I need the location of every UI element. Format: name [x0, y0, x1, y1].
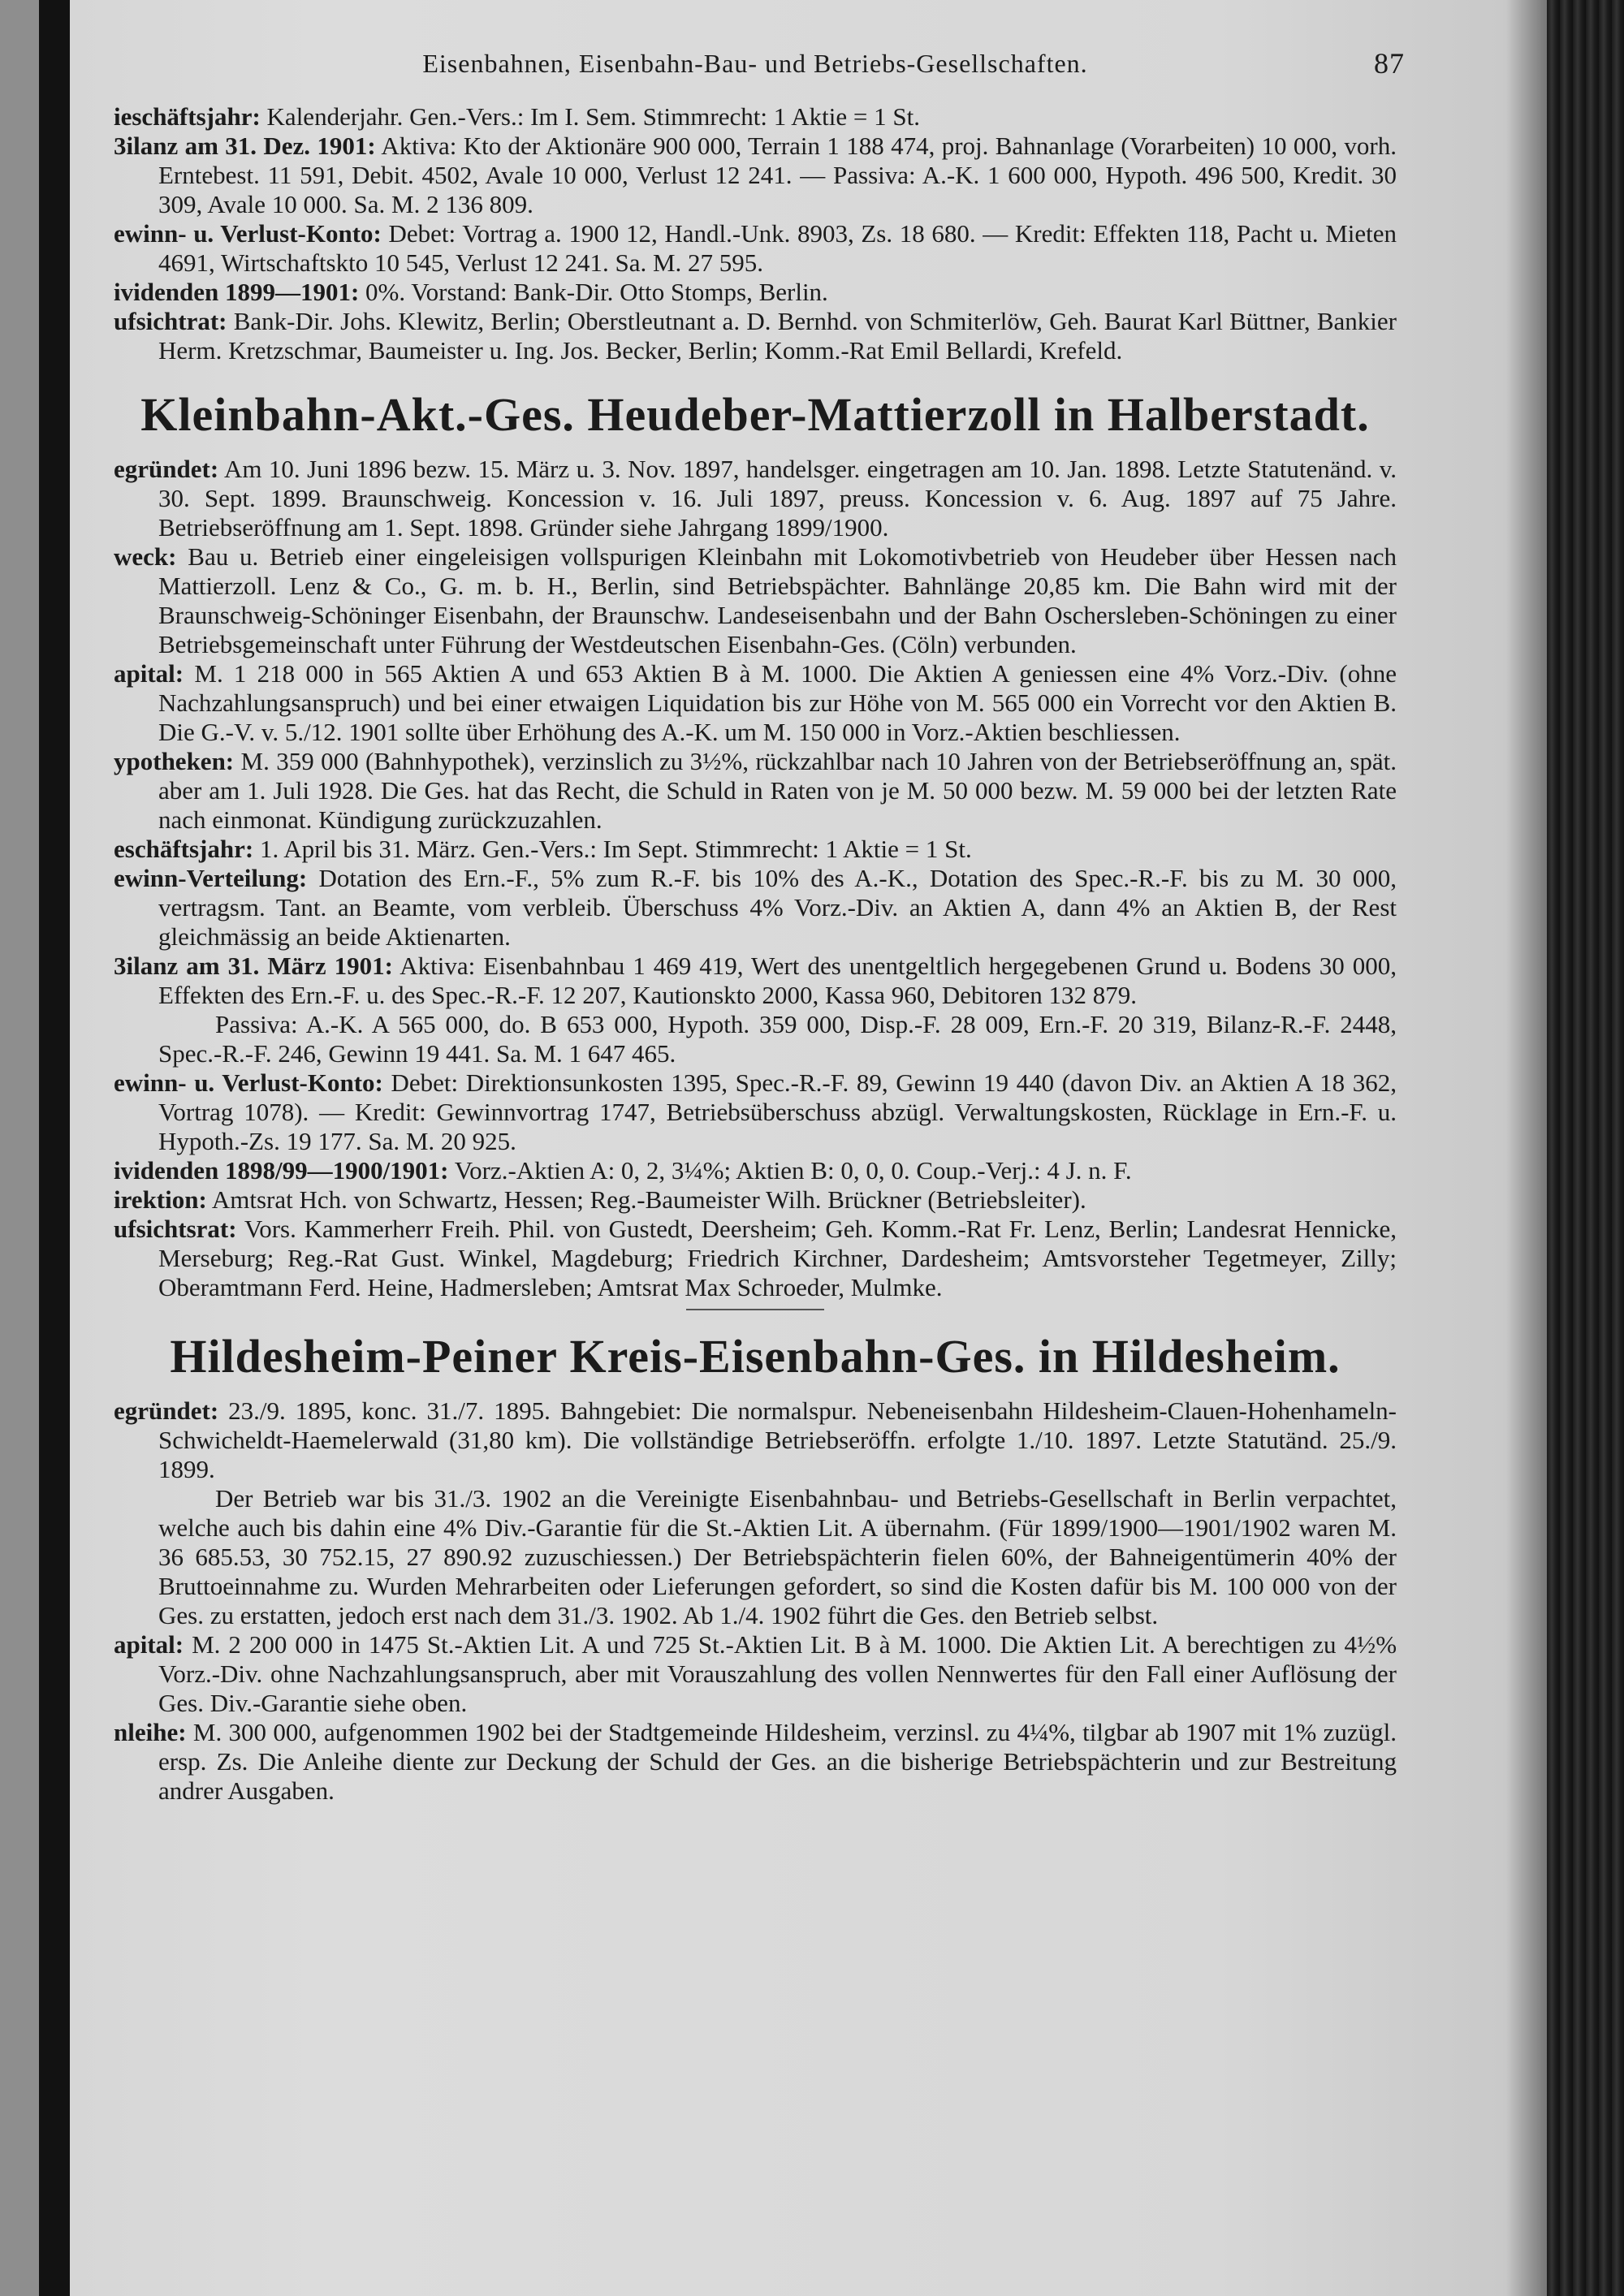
entry-label: eschäftsjahr: [114, 835, 254, 863]
page-content [114, 47, 1405, 1806]
running-header [114, 47, 1405, 80]
entry-text: Aktiva: Kto der Aktionäre 900 000, Terrain 1 188 474, proj. Bahnanlage (Vorarbeiten) 10 000, vorh. Erntebest. 11 591, Debit. 4502, Avale 10 000, Verlust 12 241. — Passiva: A.-K. 1 600 000, Hypoth. 496 500, Kredit. 30 309, Avale 10 000. Sa. M. 2 136 809. [158, 132, 1397, 218]
entry-label: nleihe: [114, 1718, 187, 1746]
entry-label: ewinn- u. Verlust-Konto: [114, 219, 382, 248]
entry-label: irektion: [114, 1185, 207, 1214]
page-right-shadow [1506, 0, 1547, 2296]
entry-text: Debet: Direktionsunkosten 1395, Spec.-R.-F. 89, Gewinn 19 440 (davon Div. an Aktien A 18 362, Vortrag 1078). — Kredit: Gewinnvortrag 1747, Betriebsüberschuss abzügl. Verwaltungskosten, Rücklage in Ern.-F. u. Hypoth.-Zs. 19 177. Sa. M. 20 925. [158, 1068, 1397, 1155]
entry-text: Dotation des Ern.-F., 5% zum R.-F. bis 10% des A.-K., Dotation des Spec.-R.-F. bis zu M. 30 000, vertragsm. Tant. an Beamte, vom verbleib. Überschuss 4% Vorz.-Div. an Aktien A, dann 4% an Aktien B, der Rest gleichmässig an beide Aktienarten. [158, 864, 1397, 951]
entry-label: weck: [114, 542, 177, 571]
entry-text: Vors. Kammerherr Freih. Phil. von Gustedt, Deersheim; Geh. Komm.-Rat Fr. Lenz, Berlin; Landesrat Hennicke, Merseburg; Reg.-Rat Gust. Winkel, Magdeburg; Friedrich Kirchner, Dardesheim; Amtsvorsteher Tegetmeyer, Zilly; Oberamtmann Ferd. Heine, Hadmersleben; Amtsrat Max Schroeder, Mulmke. [158, 1215, 1397, 1301]
entry-label: egründet: [114, 455, 219, 483]
entry-label: ewinn-Verteilung: [114, 864, 308, 892]
entry-label: apital: [114, 659, 184, 688]
entry-text: Debet: Vortrag a. 1900 12, Handl.-Unk. 8903, Zs. 18 680. — Kredit: Effekten 118, Pacht u. Mieten 4691, Wirtschaftskto 10 545, Verlust 12 241. Sa. M. 27 595. [158, 219, 1397, 277]
entry-text: Der Betrieb war bis 31./3. 1902 an die Vereinigte Eisenbahnbau- und Betriebs-Gesellschaft in Berlin verpachtet, welche auch bis dahin eine 4% Div.-Garantie für die St.-Aktien Lit. A übernahm. (Für 1899/1900—1901/1902 waren M. 36 685.53, 30 752.15, 27 890.92 zuzuschiessen.) Der Betriebspächterin fielen 60%, der Bahneigentümerin 40% der Bruttoeinnahme zu. Wurden Mehrarbeiten oder Lieferungen gefordert, so sind die Kosten dafür bis M. 100 000 von der Ges. zu erstatten, jedoch erst nach dem 31./3. 1902. Ab 1./4. 1902 führt die Ges. den Betrieb selbst. [158, 1484, 1397, 1629]
entry-text: 23./9. 1895, konc. 31./7. 1895. Bahngebiet: Die normalspur. Nebeneisenbahn Hildesheim-Clauen-Hohenhameln-Schwicheldt-Haemelerwald (31,80 km). Die vollständige Betriebseröffn. erfolgte 1./10. 1897. Letzte Statutänd. 25./9. 1899. [158, 1396, 1397, 1483]
entry-text: Amtsrat Hch. von Schwartz, Hessen; Reg.-Baumeister Wilh. Brückner (Betriebsleiter). [211, 1185, 1086, 1214]
entry-text: Aktiva: Eisenbahnbau 1 469 419, Wert des unentgeltlich hergegebenen Grund u. Bodens 30 000, Effekten des Ern.-F. u. des Spec.-R.-F. 12 207, Kautionskto 2000, Kassa 960, Debitoren 132 879. [158, 952, 1397, 1009]
entry-label: ypotheken: [114, 747, 235, 775]
book-page-edges [1547, 0, 1624, 2296]
entry [114, 952, 1397, 1010]
entry-text: Passiva: A.-K. A 565 000, do. B 653 000, Hypoth. 359 000, Disp.-F. 28 009, Ern.-F. 20 319, Bilanz-R.-F. 2448, Spec.-R.-F. 246, Gewinn 19 441. Sa. M. 1 647 465. [158, 1010, 1397, 1068]
entry-label: 3ilanz am 31. Dez. 1901: [114, 132, 376, 160]
entry [114, 659, 1397, 747]
entry-text: 0%. Vorstand: Bank-Dir. Otto Stomps, Berlin. [365, 278, 828, 306]
entry [114, 132, 1397, 219]
entry [114, 455, 1397, 542]
book-gutter-shadow [39, 0, 70, 2296]
page-number: 87 [1374, 47, 1405, 80]
entry-text: Bank-Dir. Johs. Klewitz, Berlin; Oberstleutnant a. D. Bernhd. von Schmiterlöw, Geh. Baurat Karl Büttner, Bankier Herm. Kretzschmar, Baumeister u. Ing. Jos. Becker, Berlin; Komm.-Rat Emil Bellardi, Krefeld. [158, 307, 1397, 365]
entry-text: Am 10. Juni 1896 bezw. 15. März u. 3. Nov. 1897, handelsger. eingetragen am 10. Jan. 1898. Letzte Statutenänd. v. 30. Sept. 1899. Braunschweig. Koncession v. 16. Juli 1897, preuss. Koncession v. 6. Aug. 1897 auf 75 Jahre. Betriebseröffnung am 1. Sept. 1898. Gründer siehe Jahrgang 1899/1900. [158, 455, 1397, 542]
entry [114, 747, 1397, 835]
entry [114, 102, 1397, 132]
entry [114, 1396, 1397, 1484]
entry-label: ufsichtsrat: [114, 1215, 237, 1243]
scan-left-edge [0, 0, 39, 2296]
entry-continuation [114, 1484, 1397, 1630]
company-section [114, 455, 1397, 1302]
entry-text: M. 2 200 000 in 1475 St.-Aktien Lit. A und 725 St.-Aktien Lit. B à M. 1000. Die Aktien Lit. A berechtigen zu 4½% Vorz.-Div. ohne Nachzahlungsanspruch, aber mit Vorauszahlung des vollen Nennwertes für den Fall einer Auflösung der Ges. Div.-Garantie siehe oben. [158, 1630, 1397, 1717]
section-divider [686, 1309, 824, 1310]
entry [114, 1215, 1397, 1302]
entry [114, 864, 1397, 952]
company-section [114, 1396, 1397, 1806]
entry-text: M. 359 000 (Bahnhypothek), verzinslich zu 3½%, rückzahlbar nach 10 Jahren von der Betriebseröffnung an, spät. aber am 1. Juli 1928. Die Ges. hat das Recht, die Schuld in Raten von je M. 50 000 bezw. M. 59 000 bei der letzten Rate nach einmonat. Kündigung zurückzuzahlen. [158, 747, 1397, 834]
entry-label: ividenden 1899—1901: [114, 278, 360, 306]
entry [114, 307, 1397, 365]
entry-continuation [114, 1010, 1397, 1068]
company-title: Kleinbahn-Akt.-Ges. Heudeber-Mattierzoll in Halberstadt. [140, 388, 1370, 441]
entry [114, 1156, 1397, 1185]
entry-text: M. 1 218 000 in 565 Aktien A und 653 Aktien B à M. 1000. Die Aktien A geniessen eine 4% Vorz.-Div. (ohne Nachzahlungsanspruch) und bei einer etwaigen Liquidation bis zur Höhe von M. 565 000 ein Vorrecht vor den Aktien B. Die G.-V. v. 5./12. 1901 sollte über Erhöhung des A.-K. um M. 150 000 in Vorz.-Aktien beschliessen. [158, 659, 1397, 746]
entry-label: apital: [114, 1630, 184, 1659]
entry-text: Kalenderjahr. Gen.-Vers.: Im I. Sem. Stimmrecht: 1 Aktie = 1 St. [266, 102, 920, 131]
company-title: Hildesheim-Peiner Kreis-Eisenbahn-Ges. in Hildesheim. [170, 1330, 1341, 1383]
entry [114, 1718, 1397, 1806]
entry [114, 542, 1397, 659]
entry-label: ividenden 1898/99—1900/1901: [114, 1156, 449, 1185]
entry-label: ieschäftsjahr: [114, 102, 261, 131]
entry-text: 1. April bis 31. März. Gen.-Vers.: Im Sept. Stimmrecht: 1 Aktie = 1 St. [259, 835, 972, 863]
entry [114, 1630, 1397, 1718]
entry-label: ewinn- u. Verlust-Konto: [114, 1068, 383, 1097]
prev-company-section [114, 102, 1397, 365]
entry-text: Vorz.-Aktien A: 0, 2, 3¼%; Aktien B: 0, 0, 0. Coup.-Verj.: 4 J. n. F. [454, 1156, 1132, 1185]
entry-text: M. 300 000, aufgenommen 1902 bei der Stadtgemeinde Hildesheim, verzinsl. zu 4¼%, tilgbar ab 1907 mit 1% zuzügl. ersp. Zs. Die Anleihe diente zur Deckung der Schuld der Ges. an die bisherige Betriebspächterin und zur Bestreitung andrer Ausgaben. [158, 1718, 1397, 1805]
entry [114, 219, 1397, 278]
entry-label: 3ilanz am 31. März 1901: [114, 952, 393, 980]
entry-text: Bau u. Betrieb einer eingeleisigen vollspurigen Kleinbahn mit Lokomotivbetrieb von Heudeber über Hessen nach Mattierzoll. Lenz & Co., G. m. b. H., Berlin, sind Betriebspächter. Bahnlänge 20,85 km. Die Bahn wird mit der Braunschweig-Schöninger Eisenbahn, der Braunschw. Landeseisenbahn und der Bahn Oschersleben-Schöningen zu einer Betriebsgemeinschaft unter Führung der Westdeutschen Eisenbahn-Ges. (Cöln) verbunden. [158, 542, 1397, 658]
entry [114, 1185, 1397, 1215]
entry-label: egründet: [114, 1396, 219, 1425]
running-title: Eisenbahnen, Eisenbahn-Bau- und Betriebs-Gesellschaften. [422, 49, 1088, 78]
entry [114, 835, 1397, 864]
entry [114, 1068, 1397, 1156]
entry-label: ufsichtrat: [114, 307, 227, 335]
entry [114, 278, 1397, 307]
